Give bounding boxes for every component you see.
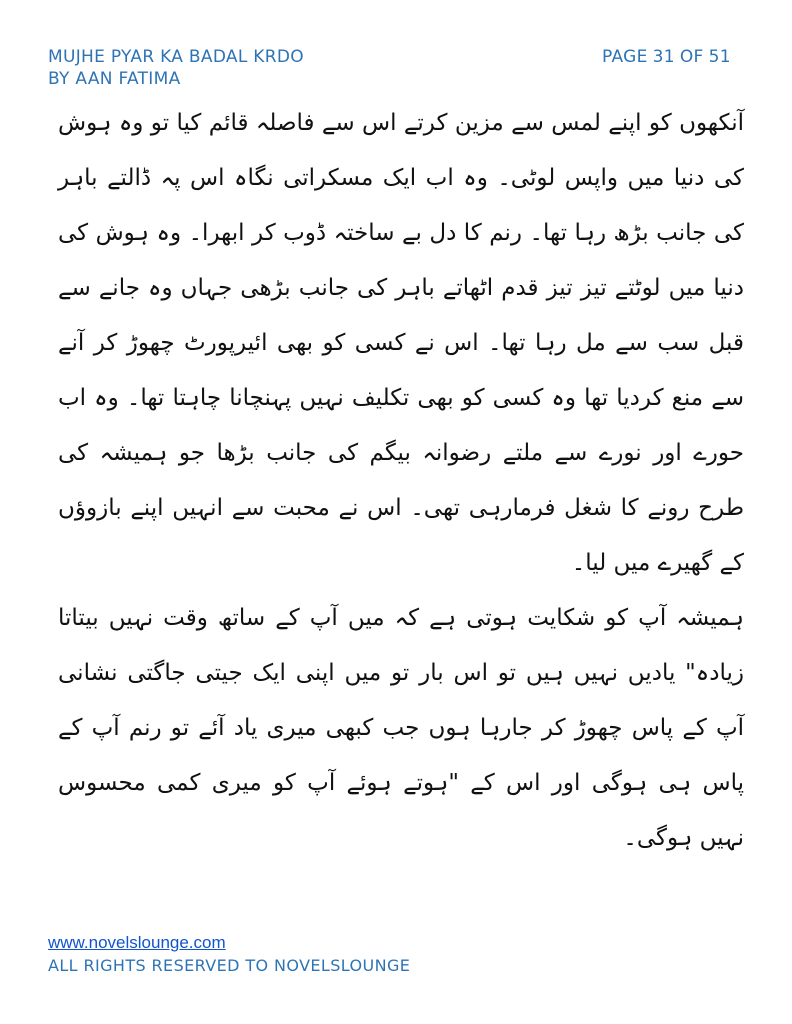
total-pages-number: 51 [708,47,731,67]
page-indicator [602,46,736,68]
copyright-notice: ALL RIGHTS RESERVED TO NOVELSLOUNGE [48,956,411,975]
dialogue-paragraph: ہمیشہ آپ کو شکایت ہوتی ہے کہ میں آپ کے ساتھ وقت نہیں بیتاتا زیادہ" یادیں نہیں ہیں تو اس بار تو میں اپنی ایک جیتی جاگتی نشانی آپ کے پاس چھوڑ کر جارہا ہوں جب کبھی میری یاد آئے تو رنم آپ کے پاس ہی ہوگی اور اس کے "ہوتے ہوئے آپ کو میری کمی محسوس نہیں ہوگی۔ [58,605,744,851]
page-of-label: OF [679,47,704,67]
page-label: PAGE [602,47,648,67]
current-page-number: 31 [652,47,675,67]
story-body [58,96,744,866]
author-line: BY AAN FATIMA [48,69,181,89]
story-paragraph: آنکھوں کو اپنے لمس سے مزین کرتے اس سے فاصلہ قائم کیا تو وہ ہوش کی دنیا میں واپس لوٹی۔ وہ اب ایک مسکراتی نگاہ اس پہ ڈالتے باہر کی جانب بڑھ رہا تھا۔ رنم کا دل بے ساختہ ڈوب کر ابھرا۔ وہ ہوش کی دنیا میں لوٹتے تیز تیز قدم اٹھاتے باہر کی جانب بڑھی جہاں وہ جانے سے قبل سب سے مل رہا تھا۔ اس نے کسی کو بھی ائیرپورٹ چھوڑ کر آنے سے منع کردیا تھا وہ کسی کو بھی تکلیف نہیں پہنچانا چاہتا تھا۔ وہ اب حورے اور نورے سے ملتے رضوانہ بیگم کی جانب بڑھا جو ہمیشہ کی طرح رونے کا شغل فرمارہی تھی۔ اس نے محبت سے انہیں اپنے بازوؤں کے گھیرے میں لیا۔ [58,110,744,576]
novel-title: MUJHE PYAR KA BADAL KRDO [48,47,304,67]
website-link[interactable]: www.novelslounge.com [48,933,226,952]
